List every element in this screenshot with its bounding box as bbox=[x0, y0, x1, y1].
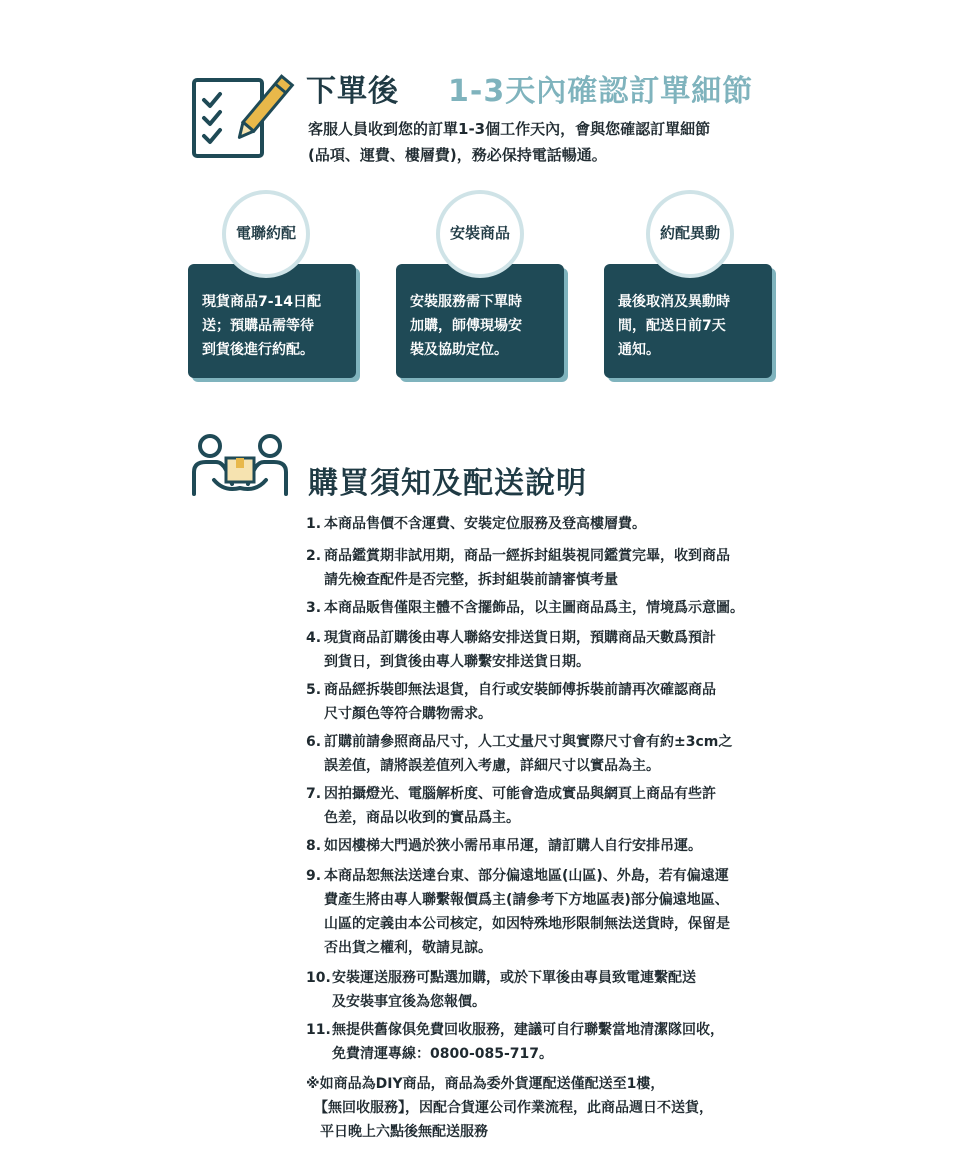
list-item-text: 本商品售價不含運費、安裝定位服務及登高樓層費。 bbox=[324, 516, 646, 532]
card-line: 安裝服務需下單時 bbox=[410, 294, 522, 310]
section1-title-accent: 1-3天內確認訂單細節 bbox=[448, 74, 754, 109]
list-item bbox=[306, 626, 716, 650]
card-label-schedule-change: 約配異動 bbox=[659, 224, 720, 242]
list-item-number: 5. bbox=[306, 682, 322, 698]
list-item-continuation: 費產生將由專人聯繫報價爲主(請參考下方地區表)部分偏遠地區、 bbox=[324, 892, 729, 908]
list-item-continuation: 否出貨之權利，敬請見諒。 bbox=[324, 940, 492, 956]
list-item-continuation: 及安裝事宜後為您報價。 bbox=[332, 994, 486, 1010]
list-item-text: 本商品販售僅限主體不含擺飾品，以主圖商品爲主，情境爲示意圖。 bbox=[324, 600, 744, 616]
list-item bbox=[306, 596, 744, 620]
card-label-installation: 安裝商品 bbox=[449, 224, 510, 242]
card-line: 裝及協助定位。 bbox=[410, 342, 508, 358]
handshake-box-icon bbox=[190, 432, 290, 502]
list-item-continuation: 誤差值，請將誤差值列入考慮，詳細尺寸以實品為主。 bbox=[324, 758, 660, 774]
note-line: ※如商品為DIY商品，商品為委外貨運配送僅配送至1樓， bbox=[306, 1076, 665, 1092]
list-item-number: 8. bbox=[306, 838, 322, 854]
list-item-continuation: 山區的定義由本公司核定，如因特殊地形限制無法送貨時，保留是 bbox=[324, 916, 730, 932]
checklist-pencil-icon bbox=[190, 72, 290, 162]
list-item bbox=[306, 966, 696, 990]
list-item bbox=[306, 834, 702, 858]
list-item-text: 無提供舊傢俱免費回收服務，建議可自行聯繫當地清潔隊回收， bbox=[332, 1022, 724, 1038]
intro-line: 客服人員收到您的訂單1-3個工作天內，會與您確認訂單細節 bbox=[308, 120, 711, 138]
list-item-continuation: 到貨日，到貨後由專人聯繫安排送貨日期。 bbox=[324, 654, 590, 670]
list-item-number: 10. bbox=[306, 970, 331, 986]
card-contact-scheduling bbox=[188, 264, 356, 378]
card-line: 加購，師傅現場安 bbox=[410, 318, 522, 334]
card-label-contact-scheduling: 電聯約配 bbox=[235, 224, 296, 242]
card-line: 間，配送日前7天 bbox=[618, 318, 726, 334]
card-schedule-change bbox=[604, 264, 772, 378]
list-item-number: 2. bbox=[306, 548, 322, 564]
list-item-text: 如因樓梯大門過於狹小需吊車吊運，請訂購人自行安排吊運。 bbox=[324, 838, 702, 854]
card-line: 送；預購品需等待 bbox=[202, 318, 314, 334]
list-item-number: 3. bbox=[306, 600, 322, 616]
list-item bbox=[306, 544, 730, 568]
list-item-text: 商品鑑賞期非試用期，商品一經拆封組裝視同鑑賞完畢，收到商品 bbox=[324, 548, 730, 564]
list-item bbox=[306, 678, 716, 702]
list-item-text: 因拍攝燈光、電腦解析度、可能會造成實品與網頁上商品有些許 bbox=[324, 786, 716, 802]
list-item bbox=[306, 782, 716, 806]
card-line: 通知。 bbox=[618, 342, 660, 358]
list-item-text: 安裝運送服務可點選加購，或於下單後由專員致電連繫配送 bbox=[332, 970, 696, 986]
card-line: 現貨商品7-14日配 bbox=[202, 294, 322, 310]
list-item-number: 11. bbox=[306, 1022, 331, 1038]
list-item-number: 1. bbox=[306, 516, 322, 532]
intro-line: (品項、運費、樓層費)，務必保持電話暢通。 bbox=[308, 146, 607, 164]
list-item bbox=[306, 512, 646, 536]
card-line: 到貨後進行約配。 bbox=[202, 342, 314, 358]
card-installation bbox=[396, 264, 564, 378]
section1-title: 下單後 bbox=[306, 74, 399, 109]
note-line: 平日晚上六點後無配送服務 bbox=[320, 1124, 488, 1140]
list-item-number: 7. bbox=[306, 786, 322, 802]
list-item-text: 訂購前請參照商品尺寸，人工丈量尺寸與實際尺寸會有約±3cm之 bbox=[324, 734, 733, 750]
list-item-number: 9. bbox=[306, 868, 322, 884]
note-line: 【無回收服務】，因配合貨運公司作業流程，此商品週日不送貨， bbox=[314, 1100, 713, 1116]
list-item bbox=[306, 1018, 724, 1042]
list-item-text: 本商品恕無法送達台東、部分偏遠地區(山區)、外島，若有偏遠運 bbox=[324, 868, 729, 884]
list-item-continuation: 免費清運專線：0800-085-717。 bbox=[332, 1046, 554, 1062]
list-item-text: 商品經拆裝卽無法退貨，自行或安裝師傅拆裝前請再次確認商品 bbox=[324, 682, 716, 698]
list-item-number: 6. bbox=[306, 734, 322, 750]
list-item-continuation: 尺寸顏色等符合購物需求。 bbox=[324, 706, 492, 722]
card-line: 最後取消及異動時 bbox=[618, 294, 730, 310]
list-item bbox=[306, 864, 729, 888]
list-item-continuation: 請先檢查配件是否完整，拆封組裝前請審慎考量 bbox=[324, 572, 618, 588]
list-item-text: 現貨商品訂購後由專人聯絡安排送貨日期，預購商品天數爲預計 bbox=[324, 630, 716, 646]
list-item-continuation: 色差，商品以收到的實品爲主。 bbox=[324, 810, 520, 826]
section1-intro bbox=[308, 116, 788, 168]
list-item-number: 4. bbox=[306, 630, 322, 646]
section2-title: 購買須知及配送說明 bbox=[308, 466, 587, 501]
list-item bbox=[306, 730, 732, 754]
